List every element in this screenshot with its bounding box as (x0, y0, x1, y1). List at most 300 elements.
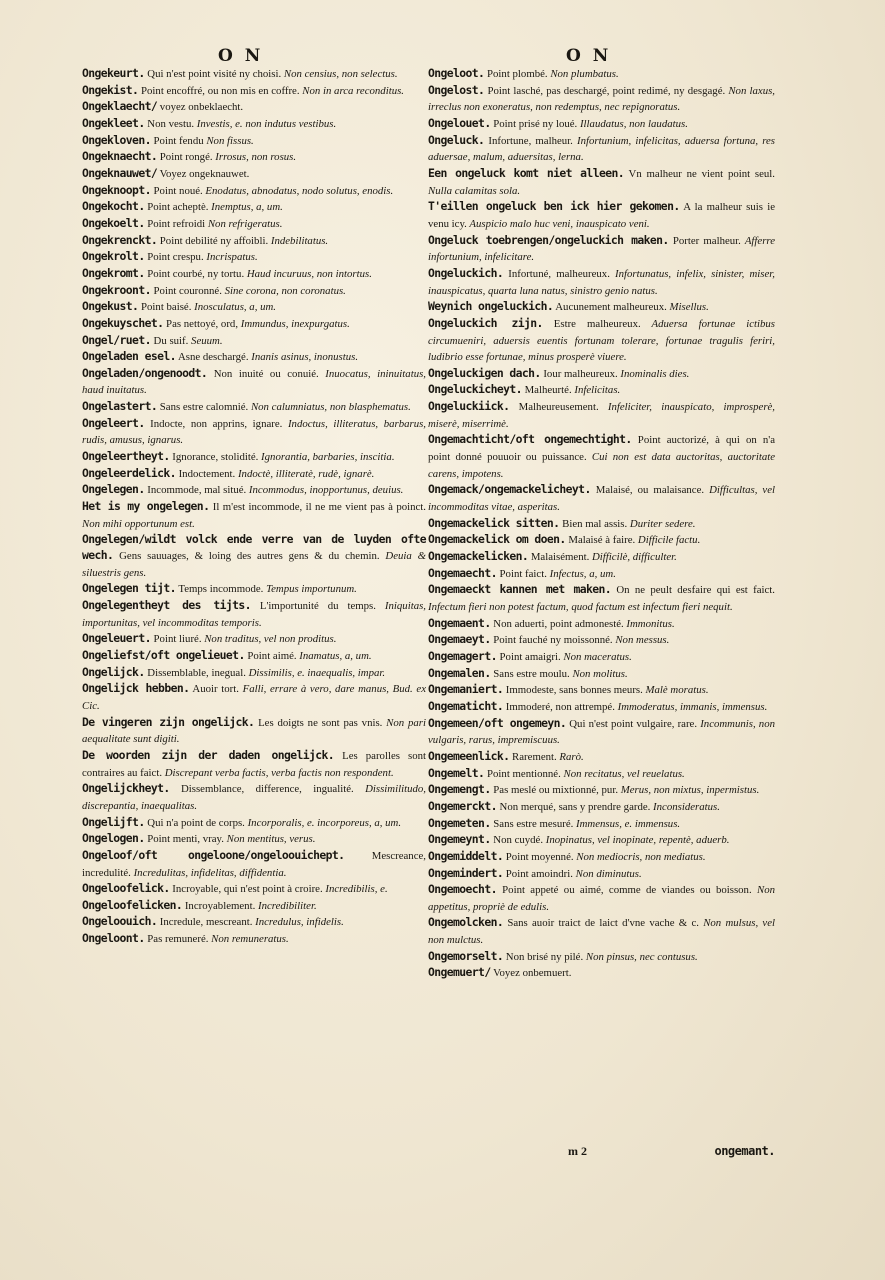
dictionary-entry (428, 832, 775, 849)
french-gloss: On ne peult desfaire qui est faict. (611, 584, 775, 597)
headword: Ongeknauwet/ (82, 165, 158, 180)
latin-gloss: Deuia & siluestris gens. (82, 550, 426, 579)
latin-gloss: Aduersa fortunae ictibus circumueniri, aduersis euentis fortunam tolerare, fortunae tragulis feriri, ludibrio esse fortunae, minus prosperè viuere. (428, 317, 775, 364)
dictionary-entry (428, 116, 775, 133)
dictionary-entry (428, 316, 775, 366)
french-gloss: Point aimé. (244, 649, 297, 662)
headword: Ongeleertheyt. (82, 449, 170, 464)
dictionary-entry (428, 816, 775, 833)
french-gloss: Auoir tort. (189, 683, 239, 696)
headword: Ongemoecht. (428, 882, 497, 897)
dictionary-entry (82, 266, 426, 283)
latin-gloss: Non laxus, irreclus non exoneratus, non redemptus, nec repignoratus. (428, 84, 775, 114)
french-gloss: L'importunité du temps. (250, 600, 376, 612)
dictionary-entry (428, 915, 775, 948)
french-gloss: Non merqué, sans y prendre garde. (496, 800, 651, 813)
french-gloss: Sans auoir traict de laict d'vne vache & c. (503, 917, 699, 930)
latin-gloss: Non messus. (612, 634, 670, 647)
headword: Ongekroont. (82, 282, 151, 297)
french-gloss: Rarement. (509, 750, 557, 763)
headword: Ongekocht. (82, 199, 145, 214)
dictionary-entry (82, 831, 426, 848)
dictionary-entry (82, 898, 426, 915)
french-gloss: Pas remuneré. (144, 933, 209, 946)
french-gloss: Sans estre mesuré. (490, 817, 574, 830)
headword: Ongeladen esel. (82, 349, 176, 364)
headword: Ongel/ruet. (82, 332, 151, 347)
latin-gloss: Incredulus, infidelis. (252, 916, 344, 929)
dictionary-entry (428, 532, 775, 549)
latin-gloss: Incredibiliter. (255, 899, 317, 912)
french-gloss: Point couronné. (150, 284, 222, 297)
french-gloss: Incommode, mal situé. (144, 484, 247, 497)
latin-gloss: Cui non est data auctoritas, auctoritate carens, impotens. (428, 451, 776, 480)
french-gloss: Non aduerti, point admonesté. (490, 617, 624, 630)
latin-gloss: Illaudatus, non laudatus. (577, 117, 688, 130)
right-column (428, 66, 775, 982)
headword: Ongemeen/oft ongemeyn. (428, 715, 567, 730)
french-gloss: Point debilité ny affoibli. (157, 234, 269, 247)
latin-gloss: Inominalis dies. (617, 367, 690, 380)
headword: Ongelijck. (82, 664, 145, 679)
headword: Ongeloot. (428, 66, 485, 80)
french-gloss: Point rongé. (157, 151, 213, 164)
dictionary-entry (82, 848, 426, 881)
headword: De woorden zijn der daden ongelijck. (82, 747, 335, 762)
latin-gloss: Tempus importunum. (263, 583, 357, 596)
french-gloss: Vn malheur ne vient point seul. (623, 167, 775, 180)
dictionary-entry (82, 216, 426, 233)
headword: Ongelijck hebben. (82, 681, 190, 696)
french-gloss: Temps incommode. (175, 583, 264, 596)
dictionary-entry (428, 616, 775, 633)
headword: Ongekust. (82, 299, 139, 314)
french-gloss: Non inuité ou conuié. (207, 367, 319, 380)
dictionary-entry (428, 83, 775, 116)
latin-gloss: Investis, e. non indutus vestibus. (194, 117, 337, 130)
latin-gloss: Immoderatus, immanis, immensus. (614, 700, 768, 713)
headword: Ongeluckich. (428, 265, 504, 280)
latin-gloss: Indebilitatus. (268, 234, 329, 247)
page-footer (428, 1144, 775, 1162)
latin-gloss: Duriter sedere. (627, 517, 696, 530)
french-gloss: Incredule, mescreant. (157, 916, 253, 929)
latin-gloss: Inconsideratus. (650, 800, 720, 813)
headword: Ongelegen. (82, 482, 145, 497)
french-gloss: Estre malheureux. (542, 317, 641, 330)
french-gloss: Point fauché ny moissonné. (490, 634, 613, 647)
french-gloss: Sans estre moulu. (490, 667, 570, 680)
french-gloss: Point menti, vray. (144, 833, 224, 846)
french-gloss: Malaisé, ou malaisance. (590, 484, 705, 497)
dictionary-entry (82, 333, 426, 350)
headword: Ongemorselt. (428, 948, 504, 963)
latin-gloss: Inamatus, a, um. (296, 649, 372, 662)
latin-gloss: Non mulsus, vel non mulctus. (428, 917, 775, 947)
left-column (82, 66, 426, 948)
headword: Ongelegen/wildt volck ende verre van de luyden ofte wech. (82, 532, 426, 563)
french-gloss: Les doigts ne sont pas vnis. (254, 716, 383, 729)
latin-gloss: Inosculatus, a, um. (191, 301, 276, 314)
dictionary-entry (428, 266, 775, 299)
headword: Ongemagert. (428, 648, 497, 663)
headword: Ongemackelicken. (428, 549, 529, 564)
headword: Ongemiddelt. (428, 848, 504, 863)
headword: Ongekoelt. (82, 215, 145, 230)
headword: Ongelegen tijt. (82, 581, 176, 596)
french-gloss: Ignorance, stolidité. (169, 451, 259, 464)
headword: Ongelastert. (82, 399, 158, 414)
french-gloss: Point acheptè. (144, 201, 209, 214)
french-gloss: Point refroidi (144, 217, 206, 230)
latin-gloss: Non traditus, vel non proditus. (201, 633, 337, 646)
french-gloss: Malaisé à faire. (565, 534, 636, 547)
latin-gloss: Ignorantia, barbaries, inscitia. (258, 451, 395, 464)
dictionary-entry (428, 366, 775, 383)
latin-gloss: Afferre infortunium, infelicitare. (428, 234, 776, 264)
headword: Ongeleuert. (82, 631, 151, 646)
dictionary-entry (82, 931, 426, 948)
french-gloss: Point mentionné. (484, 767, 561, 780)
headword: Ongelijckheyt. (82, 781, 170, 796)
latin-gloss: Incredulitas, infidelitas, diffidentia. (130, 866, 287, 879)
headword: T'eillen ongeluck ben ick hier gekomen. (428, 199, 680, 214)
latin-gloss: Immundus, inexpurgatus. (238, 317, 350, 330)
dictionary-entry (428, 549, 775, 566)
dictionary-entry (428, 66, 775, 83)
headword: Een ongeluck komt niet alleen. (428, 165, 624, 180)
latin-gloss: Indoctè, illiteratè, rudè, ignarè. (235, 467, 375, 480)
headword: Ongemengt. (428, 782, 491, 797)
dictionary-entry (428, 716, 775, 749)
headword: Ongeloofelick. (82, 881, 170, 896)
headword: Ongekleet. (82, 115, 145, 130)
headword: Ongelost. (428, 82, 485, 97)
latin-gloss: Non mediocris, non mediatus. (573, 850, 706, 863)
dictionary-entry (82, 66, 426, 83)
latin-gloss: Difficile factu. (635, 534, 701, 547)
dictionary-entry (82, 631, 426, 648)
dictionary-entry (428, 432, 775, 482)
headword: Ongeluck. (428, 132, 485, 147)
latin-gloss: Incrispatus. (203, 251, 258, 264)
dictionary-entry (82, 449, 426, 466)
dictionary-entry (428, 699, 775, 716)
french-gloss: Gens sauuages, & loing des autres gens & du chemin. (113, 550, 380, 563)
latin-gloss: Dissimilitudo, discrepantia, inaequalitas. (82, 783, 426, 812)
latin-gloss: Rarò. (556, 750, 584, 763)
dictionary-entry (82, 482, 426, 499)
french-gloss: Malheureusement. (509, 401, 599, 414)
latin-gloss: Infortunium, infelicitas, aduersa fortuna, res aduersae, malum, aduersitas, lerna. (428, 134, 776, 164)
french-gloss: Pas nettoyé, ord, (163, 317, 239, 330)
headword: Ongeluckich zijn. (428, 315, 543, 330)
french-gloss: Point faict. (496, 567, 547, 580)
latin-gloss: Auspicio malo huc veni, inauspicato veni. (466, 217, 650, 230)
latin-gloss: Infectum fieri non potest factum, quod factum est infectum fieri nequit. (428, 601, 733, 613)
headword: Ongeloouich. (82, 914, 158, 929)
headword: Ongemuert/ (428, 965, 491, 980)
latin-gloss: Non pinsus, nec contusus. (583, 950, 698, 963)
dictionary-entry (82, 648, 426, 665)
headword: Ongekloven. (82, 132, 151, 147)
dictionary-entry (82, 581, 426, 598)
dictionary-entry (428, 382, 775, 399)
dictionary-entry (428, 849, 775, 866)
french-gloss: voyez onbeklaecht. (157, 101, 244, 114)
latin-gloss: Immonitus. (623, 617, 675, 630)
dictionary-entry (82, 349, 426, 366)
dictionary-entry (82, 99, 426, 116)
headword: Ongemeynt. (428, 832, 491, 847)
french-gloss: Point appeté ou aimé, comme de viandes ou boisson. (496, 884, 752, 897)
headword: De vingeren zijn ongelijck. (82, 714, 255, 729)
latin-gloss: Non fissus. (203, 134, 254, 147)
french-gloss: Du suif. (150, 334, 189, 347)
latin-gloss: Inanis asinus, inonustus. (248, 351, 359, 364)
french-gloss: Iour malheureux. (540, 367, 618, 380)
latin-gloss: Incommunis, non vulgaris, rarus, impremiscuus. (428, 717, 775, 747)
latin-gloss: Non diminutus. (572, 867, 642, 880)
dictionary-entry (82, 149, 426, 166)
headword: Ongemaeyt. (428, 632, 491, 647)
french-gloss: Point noué. (150, 184, 203, 197)
headword: Ongelegentheyt des tijts. (82, 598, 251, 612)
latin-gloss: Iniquitas, importunitas, vel incommoditas temporis. (82, 600, 426, 629)
dictionary-entry (428, 299, 775, 316)
dictionary-entry (82, 815, 426, 832)
dictionary-entry (428, 566, 775, 583)
french-gloss: Asne deschargé. (175, 351, 249, 364)
latin-gloss: Non appetitus, propriè de edulis. (428, 884, 775, 913)
headword: Ongekromt. (82, 265, 145, 280)
headword: Ongeknoopt. (82, 182, 151, 197)
headword: Ongemindert. (428, 865, 504, 880)
dictionary-entry (428, 166, 775, 199)
dictionary-entry (82, 116, 426, 133)
dictionary-entry (82, 499, 426, 532)
french-gloss: A la malheur suis ie venu icy. (428, 201, 775, 230)
headword: Ongeladen/ongenoodt. (82, 365, 208, 380)
headword: Ongeloont. (82, 931, 145, 946)
french-gloss: Point prisé ny loué. (490, 117, 578, 130)
dictionary-entry (82, 781, 426, 814)
dictionary-entry (428, 949, 775, 966)
dictionary-entry (428, 965, 775, 982)
headword: Ongemachticht/oft ongemechtight. (428, 432, 632, 447)
latin-gloss: Non refrigeratus. (205, 217, 283, 230)
latin-gloss: Inuocatus, ininuitatus, haud inuitatus. (82, 367, 426, 397)
french-gloss: Point baisé. (138, 301, 192, 314)
dictionary-entry (82, 665, 426, 682)
french-gloss: Point plombé. (484, 68, 548, 80)
latin-gloss: Non remuneratus. (208, 933, 289, 946)
dictionary-entry (428, 782, 775, 799)
dictionary-entry (428, 682, 775, 699)
latin-gloss: Indoctus, illiteratus, barbarus, rudis, amusus, ignarus. (82, 417, 426, 447)
headword: Ongemaecht. (428, 565, 497, 580)
dictionary-entry (428, 766, 775, 783)
headword: Ongemaeckt kannen met maken. (428, 582, 612, 597)
headword: Ongemelt. (428, 765, 485, 780)
headword: Ongeloofelicken. (82, 897, 183, 912)
headword: Ongemack/ongemackelicheyt. (428, 482, 591, 497)
dictionary-entry (82, 748, 426, 781)
dictionary-entry (82, 316, 426, 333)
french-gloss: Point liuré. (150, 633, 202, 646)
dictionary-entry (428, 632, 775, 649)
dictionary-entry (428, 866, 775, 883)
latin-gloss: Misellus. (666, 301, 709, 314)
dictionary-entry (428, 199, 775, 232)
headword: Ongeluckigen dach. (428, 365, 541, 380)
latin-gloss: Falli, errare à vero, dare manus, Bud. ex Cic. (82, 683, 427, 712)
french-gloss: Point moyenné. (503, 850, 574, 863)
headword: Ongekeurt. (82, 66, 145, 80)
dictionary-entry (82, 233, 426, 250)
latin-gloss: Non mentitus, verus. (223, 833, 316, 846)
french-gloss: Immoderé, non attrempé. (503, 700, 615, 713)
headword: Het is my ongelegen. (82, 499, 210, 514)
latin-gloss: Malè moratus. (642, 684, 709, 697)
headword: Ongeleert. (82, 415, 145, 430)
latin-gloss: Non molitus. (569, 667, 628, 680)
latin-gloss: Immensus, e. immensus. (573, 817, 681, 830)
dictionary-entry (82, 83, 426, 100)
dictionary-entry (82, 532, 426, 581)
headword: Ongeluckicheyt. (428, 382, 522, 397)
dictionary-entry (82, 166, 426, 183)
french-gloss: Infortune, malheur. (484, 134, 573, 147)
dictionary-entry (82, 466, 426, 483)
headword: Ongemaent. (428, 615, 491, 630)
dictionary-entry (82, 366, 426, 399)
french-gloss: Point auctorizé, à qui on n'a point donné pouuoir ou puissance. (428, 434, 776, 464)
dictionary-entry (82, 598, 426, 631)
running-head-left: O N (218, 46, 264, 66)
french-gloss: Incroyablement. (182, 899, 256, 912)
latin-gloss: Inemptus, a, um. (208, 201, 283, 214)
french-gloss: Point crespu. (144, 251, 204, 264)
latin-gloss: Non censius, non selectus. (281, 68, 398, 80)
latin-gloss: Sine corona, non coronatus. (221, 284, 346, 297)
latin-gloss: Merus, non mixtus, inpermistus. (618, 784, 760, 797)
headword: Ongemaniert. (428, 682, 504, 697)
dictionary-entry (82, 881, 426, 898)
french-gloss: Sans estre calomnié. (157, 401, 249, 414)
dictionary-entry (428, 649, 775, 666)
catchword: ongemant. (714, 1144, 775, 1158)
headword: Ongemeenlick. (428, 748, 510, 763)
french-gloss: Point fendu (150, 134, 204, 147)
latin-gloss: Infelicitas. (571, 384, 621, 397)
french-gloss: Qui n'est point visité ny choisi. (144, 68, 282, 80)
latin-gloss: Inopinatus, vel inopinate, repentè, aduerb. (543, 834, 730, 847)
french-gloss: Aucunement malheureux. (553, 301, 667, 314)
dictionary-entry (82, 183, 426, 200)
latin-gloss: Non pari aequalitate sunt digiti. (82, 716, 426, 746)
french-gloss: Indoctement. (175, 467, 236, 480)
headword: Ongemackelick sitten. (428, 515, 560, 530)
running-head-right: O N (566, 46, 612, 66)
latin-gloss: Non maceratus. (560, 650, 632, 663)
dictionary-entry (428, 582, 775, 615)
dictionary-entry (82, 715, 426, 748)
latin-gloss: Difficultas, vel incommoditas vitae, asperitas. (428, 484, 775, 514)
headword: Ongeleerdelick. (82, 465, 176, 480)
headword: Ongeluck toebrengen/ongeluckich maken. (428, 232, 669, 247)
dictionary-entry (82, 249, 426, 266)
headword: Ongemolcken. (428, 915, 504, 930)
latin-gloss: Infectus, a, um. (546, 567, 616, 580)
dictionary-entry (428, 233, 775, 266)
latin-gloss: Discrepant verba factis, verba factis non respondent. (162, 766, 394, 779)
french-gloss: Non vestu. (144, 117, 195, 130)
headword: Ongelouet. (428, 115, 491, 130)
headword: Ongeliefst/oft ongelieuet. (82, 647, 245, 662)
headword: Ongekrolt. (82, 249, 145, 264)
dictionary-entry (82, 199, 426, 216)
french-gloss: Qui n'a point de corps. (144, 816, 245, 829)
headword: Ongeluckiick. (428, 399, 510, 414)
headword: Ongeloof/oft ongeloone/ongeloouichept. (82, 847, 345, 862)
latin-gloss: Non mihi opportunum est. (82, 517, 195, 530)
latin-gloss: Infortunatus, infelix, sinister, miser, inauspicatus, quarta luna natus, sinistro genio natus. (428, 267, 776, 297)
latin-gloss: Seuum. (188, 334, 223, 347)
latin-gloss: Incorporalis, e. incorporeus, a, um. (244, 816, 402, 829)
french-gloss: Mescreance, incredulité. (82, 849, 426, 879)
latin-gloss: Irrosus, non rosus. (212, 151, 297, 164)
french-gloss: Indocte, non apprins, ignare. (144, 417, 283, 430)
latin-gloss: Enodatus, abnodatus, nodo solutus, enodis. (202, 184, 394, 197)
dictionary-entry (428, 133, 775, 166)
headword: Ongemackelick om doen. (428, 532, 566, 547)
dictionary-entry (428, 516, 775, 533)
headword: Ongekist. (82, 82, 139, 97)
headword: Ongekrenckt. (82, 232, 158, 247)
dictionary-entry (428, 399, 775, 432)
french-gloss: Point amoindri. (503, 867, 573, 880)
latin-gloss: Non plumbatus. (547, 68, 619, 80)
french-gloss: Voyez onbemuert. (490, 967, 572, 980)
latin-gloss: Incredibilis, e. (322, 883, 388, 896)
french-gloss: Infortuné, malheureux. (503, 267, 610, 280)
latin-gloss: Dissimilis, e. inaequalis, impar. (245, 666, 386, 679)
french-gloss: Point courbé, ny tortu. (144, 267, 245, 280)
headword: Weynich ongeluckich. (428, 299, 554, 314)
latin-gloss: Infeliciter, inauspicato, improsperè, miserè, miserrimè. (428, 401, 776, 430)
dictionary-entry (428, 799, 775, 816)
headword: Ongelogen. (82, 831, 145, 846)
latin-gloss: Non calumniatus, non blasphematus. (248, 401, 411, 414)
french-gloss: Immodeste, sans bonnes meurs. (503, 684, 643, 697)
french-gloss: Il m'est incommode, il ne me vient pas à poinct. (209, 501, 427, 514)
french-gloss: Les parolles sont contraires au faict. (82, 749, 426, 779)
headword: Ongekuyschet. (82, 315, 164, 330)
dictionary-entry (82, 283, 426, 300)
latin-gloss: Non in arca reconditus. (299, 84, 405, 97)
dictionary-entry (82, 399, 426, 416)
french-gloss: Point amaigri. (496, 650, 561, 663)
dictionary-entry (82, 681, 426, 714)
headword: Ongeknaecht. (82, 149, 158, 164)
french-gloss: Point lasché, pas deschargé, point redimé, ny desgagé. (484, 84, 726, 97)
french-gloss: Incroyable, qui n'est point à croire. (169, 883, 323, 896)
french-gloss: Qui n'est point vulgaire, rare. (566, 717, 698, 730)
headword: Ongelijft. (82, 814, 145, 829)
dictionary-entry (82, 416, 426, 449)
french-gloss: Dissemblance, difference, ingualité. (169, 783, 354, 796)
